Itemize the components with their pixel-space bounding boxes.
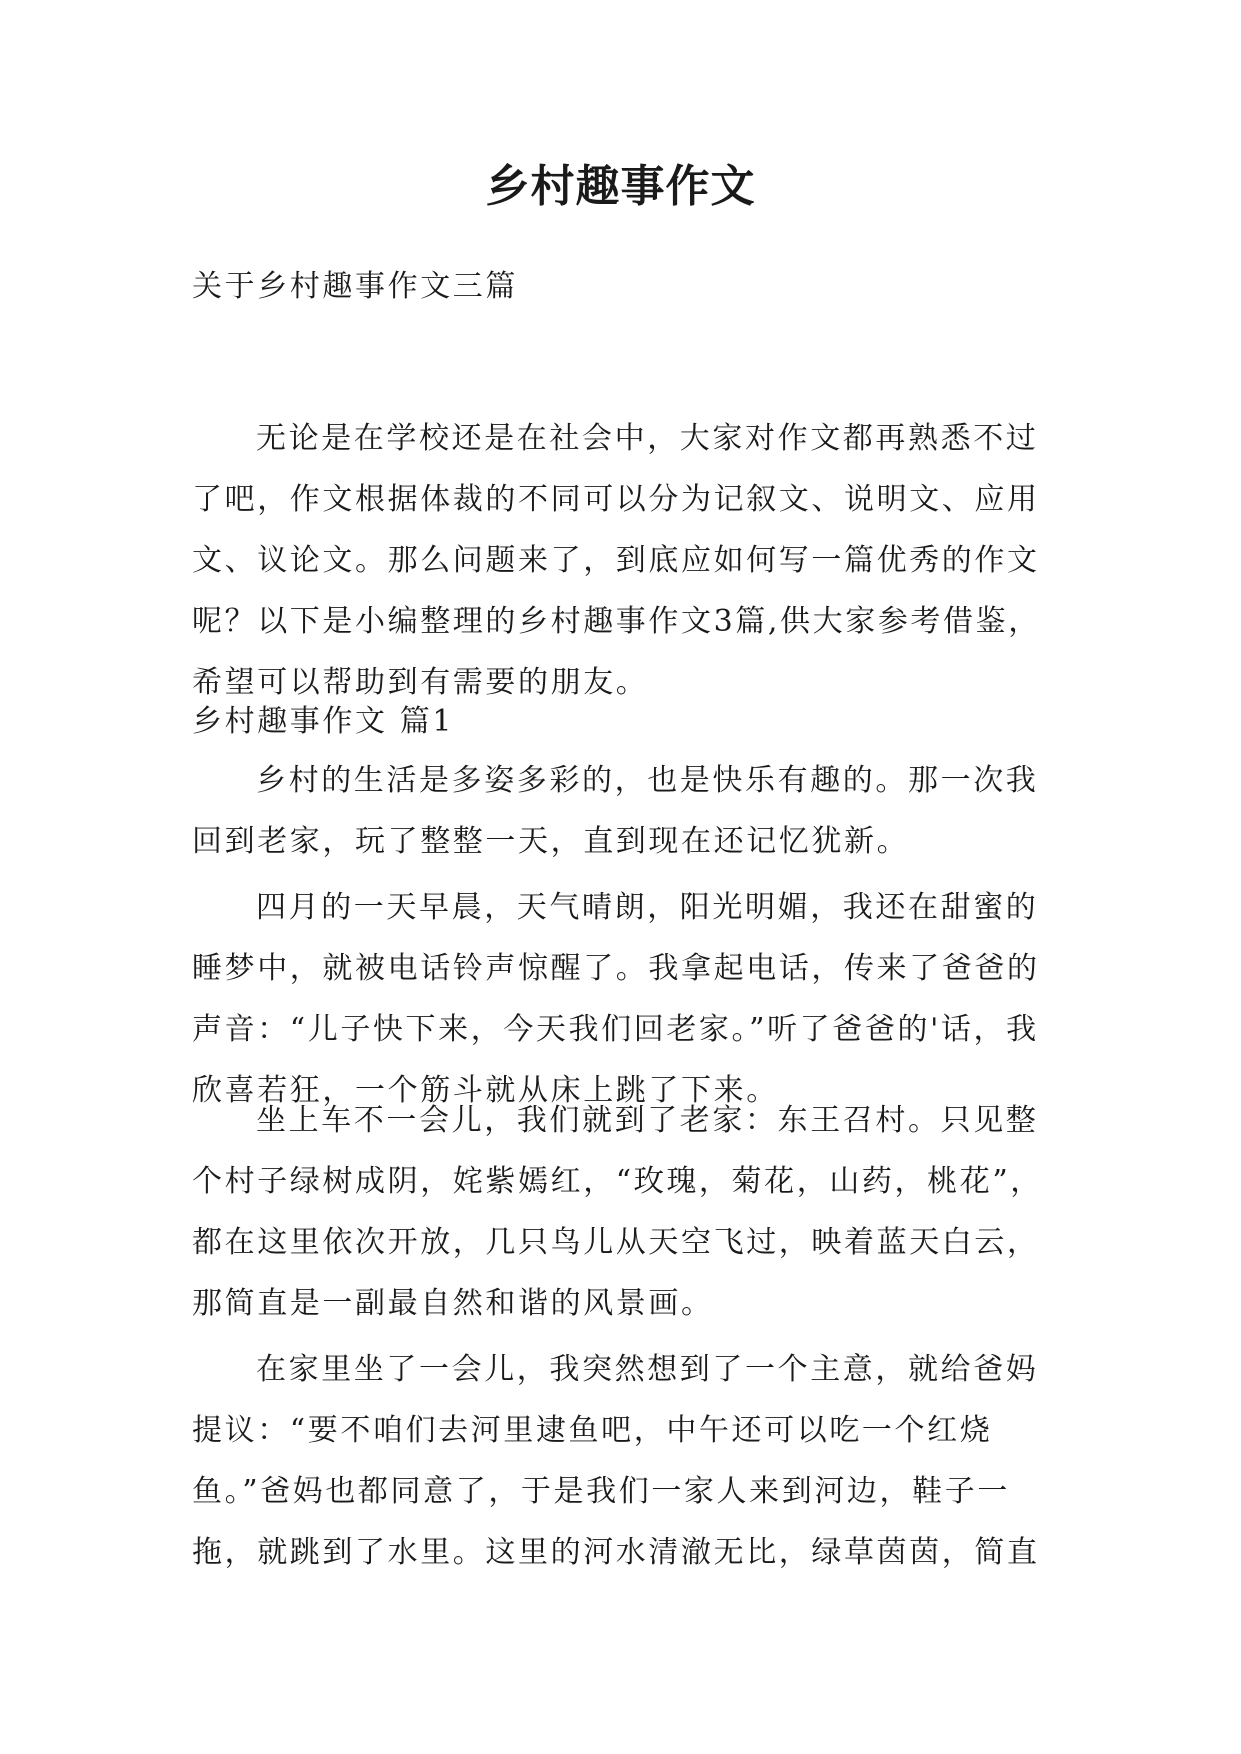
body-paragraph: 乡村的生活是多姿多彩的，也是快乐有趣的。那一次我回到老家，玩了整整一天，直到现在还记忆犹新。: [192, 763, 1039, 859]
section-heading: 乡村趣事作文 篇1: [192, 704, 455, 739]
body-paragraph: 在家里坐了一会儿，我突然想到了一个主意，就给爸妈提议：“要不咱们去河里逮鱼吧，中午还可以吃一个红烧鱼。”爸妈也都同意了，于是我们一家人来到河边，鞋子一拖，就跳到了水里。这里的河水清澈无比，绿草茵茵，简直: [192, 1352, 1040, 1570]
body-paragraph: 坐上车不一会儿，我们就到了老家：东王召村。只见整个村子绿树成阴，姹紫嫣红，“玫瑰，菊花，山药，桃花”，都在这里依次开放，几只鸟儿从天空飞过，映着蓝天白云，那简直是一副最自然和谐的风景画。: [192, 1103, 1043, 1321]
intro-paragraph: 无论是在学校还是在社会中，大家对作文都再熟悉不过了吧，作文根据体裁的不同可以分为记叙文、说明文、应用文、议论文。那么问题来了，到底应如何写一篇优秀的作文呢？以下是小编整理的乡村趣事作文3篇,供大家参考借鉴，希望可以帮助到有需要的朋友。: [192, 421, 1041, 700]
body-paragraph: 四月的一天早晨，天气晴朗，阳光明媚，我还在甜蜜的睡梦中，就被电话铃声惊醒了。我拿起电话，传来了爸爸的声音：“儿子快下来，今天我们回老家。”听了爸爸的'话，我欣喜若狂，一个筋斗就从床上跳了下来。: [192, 890, 1040, 1108]
document-subtitle: 关于乡村趣事作文三篇: [192, 269, 518, 304]
document-title: 乡村趣事作文: [485, 161, 756, 212]
